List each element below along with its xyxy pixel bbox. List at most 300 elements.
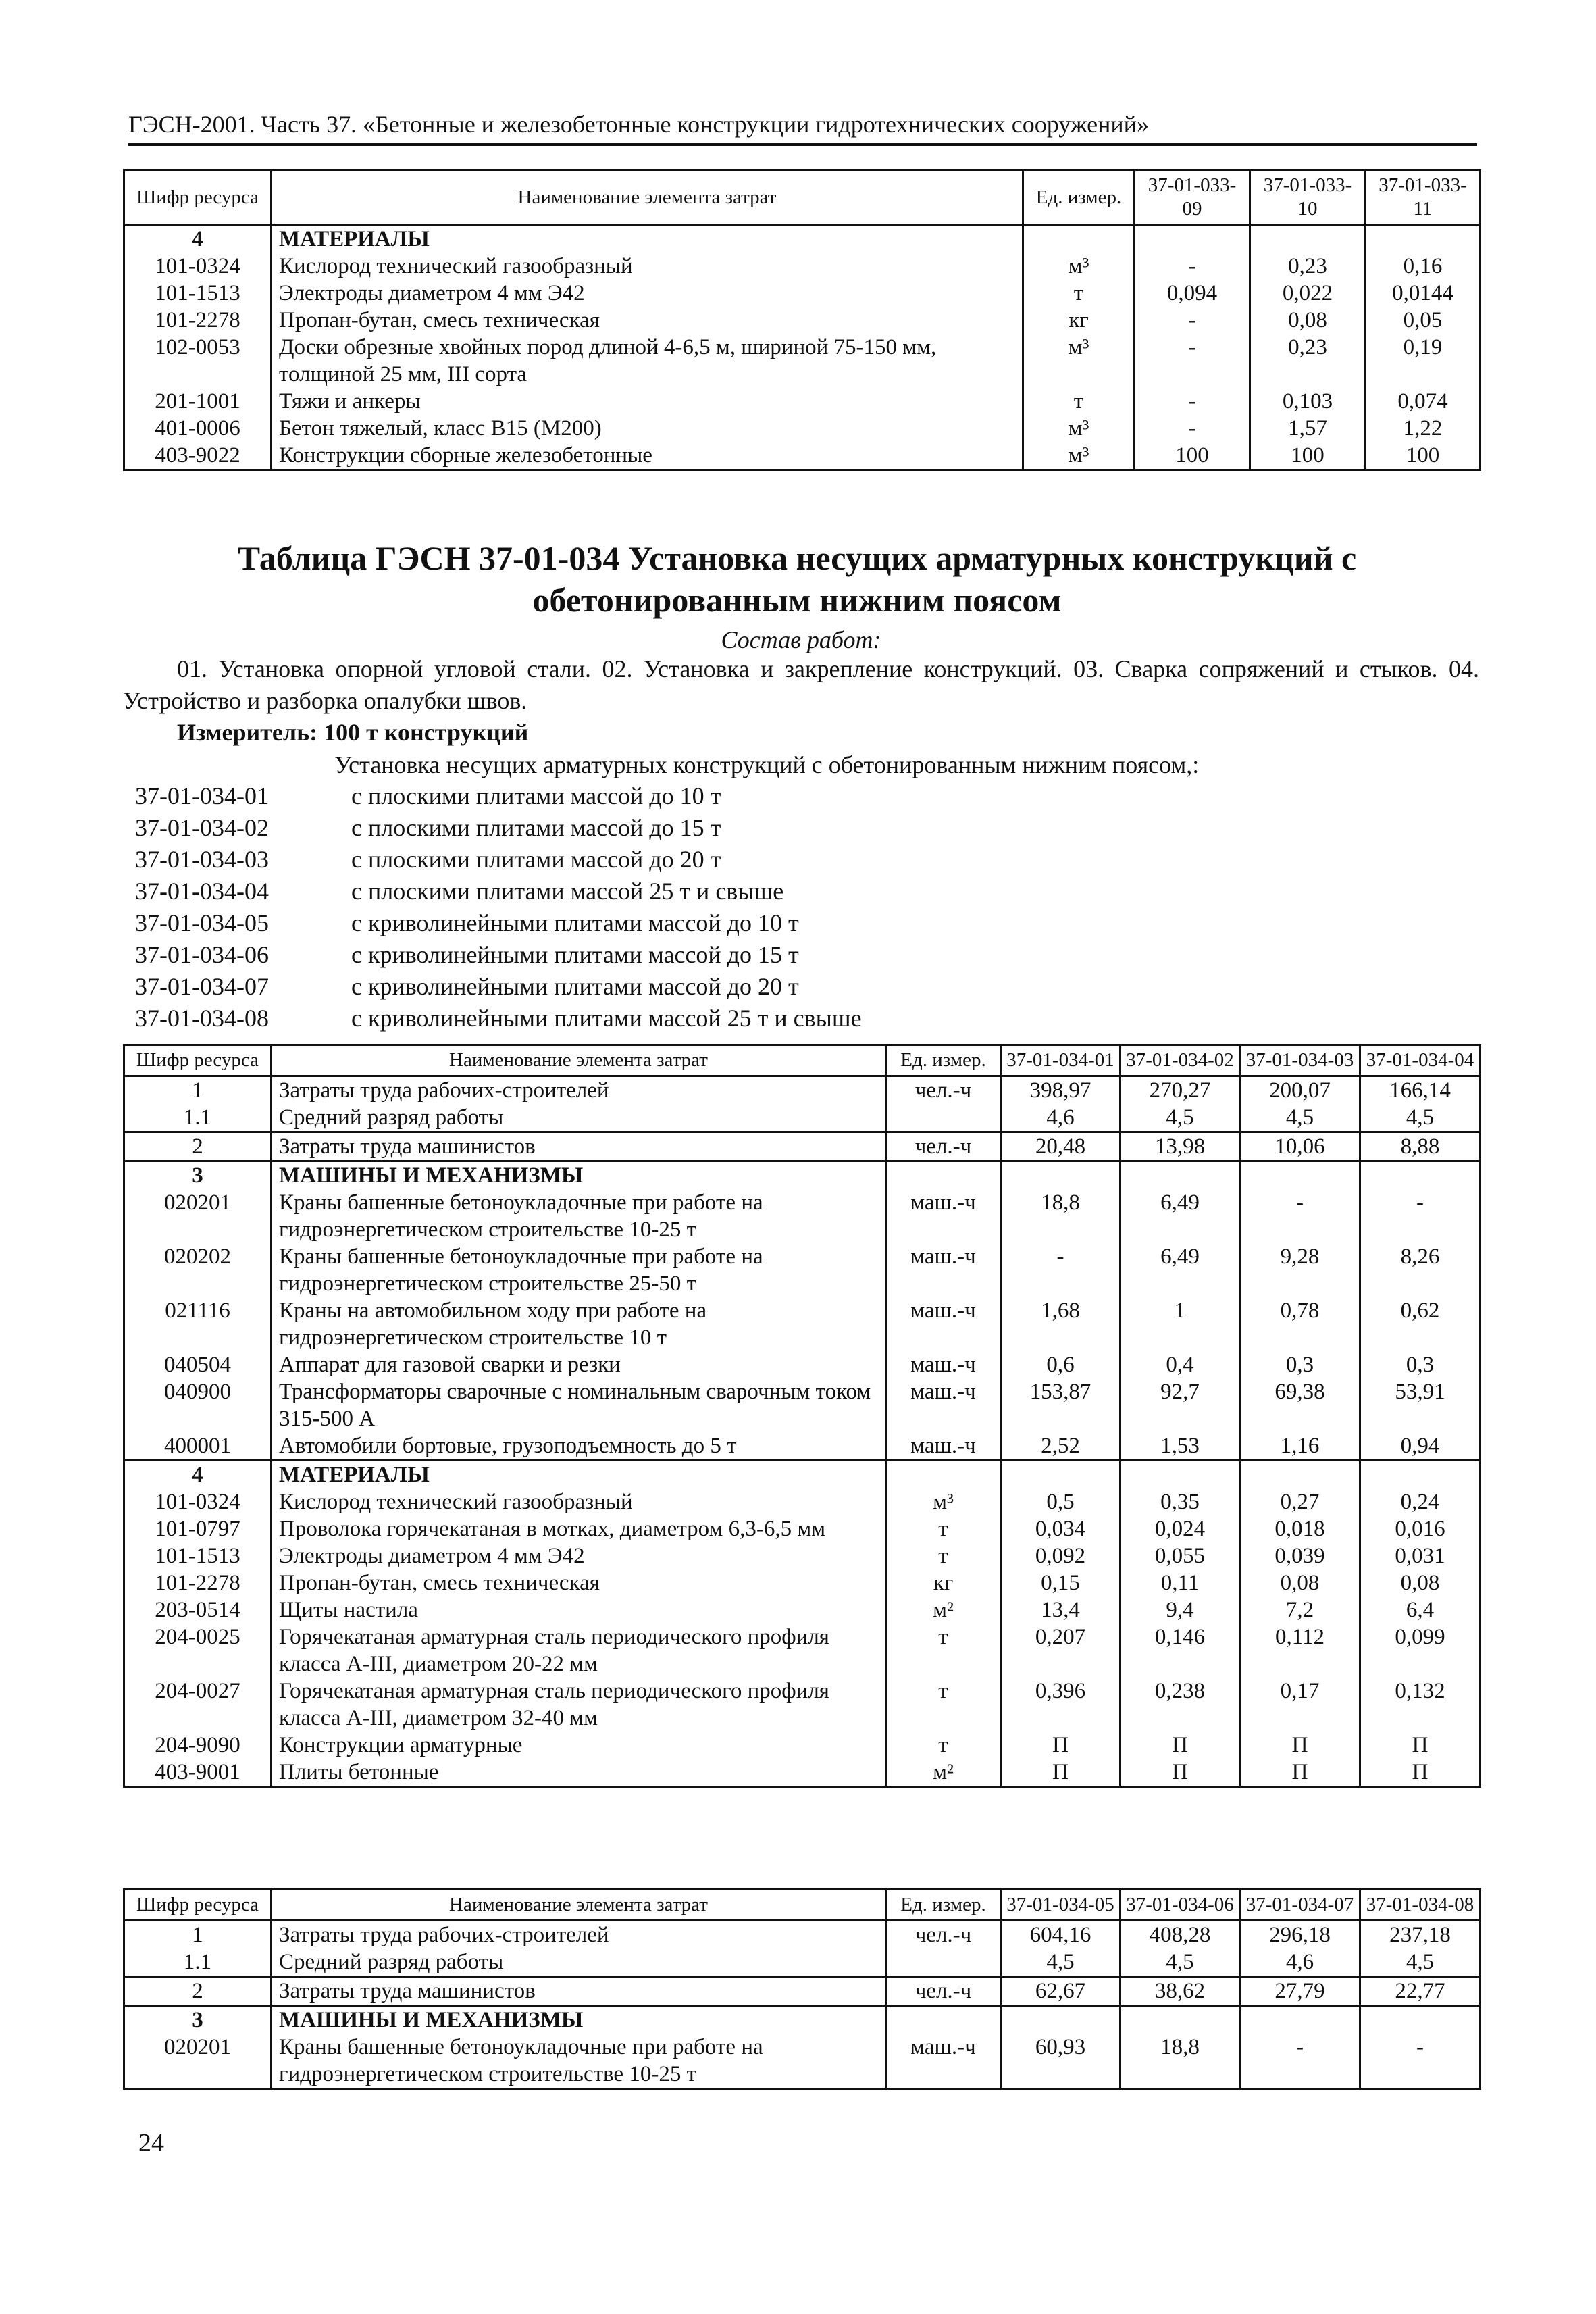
resource-name: Кислород технический газообразный bbox=[272, 1488, 886, 1515]
norm-value: - bbox=[1135, 415, 1250, 442]
norm-value: 0,05 bbox=[1366, 307, 1481, 334]
norm-value: 1 bbox=[1121, 1297, 1240, 1351]
norm-code: 37-01-034-08 bbox=[135, 1005, 269, 1032]
resource-name: Электроды диаметром 4 мм Э42 bbox=[272, 1542, 886, 1569]
table-row bbox=[124, 1948, 1481, 1977]
norm-value: 100 bbox=[1135, 442, 1250, 470]
resource-unit: т bbox=[886, 1542, 1001, 1569]
norm-value: 0,0144 bbox=[1366, 280, 1481, 307]
norm-value: 200,07 bbox=[1240, 1076, 1360, 1105]
norm-item bbox=[135, 812, 862, 844]
resource-unit: м³ bbox=[1023, 253, 1135, 280]
resource-code: 101-1513 bbox=[124, 1542, 272, 1569]
resource-name: МАТЕРИАЛЫ bbox=[272, 225, 1023, 253]
norm-text: с криволинейными плитами массой до 10 т bbox=[351, 909, 799, 936]
table-row bbox=[124, 280, 1481, 307]
norm-value: 0,4 bbox=[1121, 1351, 1240, 1378]
col-header-norm: 37-01-033-09 bbox=[1135, 170, 1250, 225]
resource-unit bbox=[886, 1461, 1001, 1489]
norm-value: 4,5 bbox=[1121, 1948, 1240, 1977]
resource-code: 101-2278 bbox=[124, 1569, 272, 1596]
norm-value: 0,35 bbox=[1121, 1488, 1240, 1515]
norm-value: 0,08 bbox=[1360, 1569, 1481, 1596]
resource-unit: т bbox=[1023, 388, 1135, 415]
resource-unit: маш.-ч bbox=[886, 1378, 1001, 1432]
norm-value: 0,022 bbox=[1250, 280, 1366, 307]
col-header-name: Наименование элемента затрат bbox=[272, 170, 1023, 225]
resource-table-034-05-08 bbox=[123, 1888, 1481, 2090]
norm-value: 22,77 bbox=[1360, 1977, 1481, 2006]
table-row bbox=[124, 1378, 1481, 1432]
norm-value: - bbox=[1360, 2034, 1481, 2089]
resource-unit: маш.-ч bbox=[886, 1432, 1001, 1461]
table-row bbox=[124, 1515, 1481, 1542]
norm-value: 8,26 bbox=[1360, 1243, 1481, 1297]
resource-unit: т bbox=[886, 1624, 1001, 1678]
norm-value: 0,24 bbox=[1360, 1488, 1481, 1515]
norm-value: - bbox=[1240, 2034, 1360, 2089]
resource-name: Краны башенные бетоноукладочные при работе на гидроэнергетическом строительстве 10-25 т bbox=[272, 2034, 886, 2089]
resource-name: Тяжи и анкеры bbox=[272, 388, 1023, 415]
norm-value: 1,57 bbox=[1250, 415, 1366, 442]
norm-item bbox=[135, 939, 862, 971]
resource-name: Аппарат для газовой сварки и резки bbox=[272, 1351, 886, 1378]
table-row bbox=[124, 1977, 1481, 2006]
resource-code: 401-0006 bbox=[124, 415, 272, 442]
resource-unit: т bbox=[886, 1515, 1001, 1542]
norm-value: 4,5 bbox=[1121, 1104, 1240, 1132]
table-row bbox=[124, 1104, 1481, 1132]
resource-code: 4 bbox=[124, 1461, 272, 1489]
table-row bbox=[124, 253, 1481, 280]
norm-value: 0,17 bbox=[1240, 1678, 1360, 1732]
resource-name: Трансформаторы сварочные с номинальным сварочным током 315-500 А bbox=[272, 1378, 886, 1432]
resource-code: 201-1001 bbox=[124, 388, 272, 415]
norm-value: 398,97 bbox=[1001, 1076, 1121, 1105]
norm-value: 100 bbox=[1366, 442, 1481, 470]
norm-value: 13,4 bbox=[1001, 1596, 1121, 1624]
norm-value: 166,14 bbox=[1360, 1076, 1481, 1105]
resource-unit: м² bbox=[886, 1759, 1001, 1787]
norm-text: с плоскими плитами массой до 20 т bbox=[351, 846, 721, 873]
norm-value: 9,28 bbox=[1240, 1243, 1360, 1297]
norm-value: 4,5 bbox=[1360, 1948, 1481, 1977]
resource-code: 102-0053 bbox=[124, 334, 272, 388]
norm-code: 37-01-034-02 bbox=[135, 814, 269, 841]
col-header-name: Наименование элемента затрат bbox=[272, 1045, 886, 1076]
norm-value: 604,16 bbox=[1001, 1921, 1121, 1949]
resource-unit: маш.-ч bbox=[886, 1243, 1001, 1297]
norm-code: 37-01-034-03 bbox=[135, 846, 269, 873]
resource-unit: чел.-ч bbox=[886, 1132, 1001, 1161]
norm-value: 0,094 bbox=[1135, 280, 1250, 307]
resource-unit bbox=[886, 1161, 1001, 1190]
resource-code: 203-0514 bbox=[124, 1596, 272, 1624]
section-row bbox=[124, 1461, 1481, 1489]
table-row bbox=[124, 1624, 1481, 1678]
col-header-code: Шифр ресурса bbox=[124, 170, 272, 225]
resource-code: 101-0797 bbox=[124, 1515, 272, 1542]
resource-unit: м³ bbox=[886, 1488, 1001, 1515]
resource-unit: м³ bbox=[1023, 442, 1135, 470]
resource-code: 101-0324 bbox=[124, 253, 272, 280]
table-row bbox=[124, 1243, 1481, 1297]
col-header-norm: 37-01-034-04 bbox=[1360, 1045, 1481, 1076]
resource-table-034-01-04 bbox=[123, 1044, 1481, 1788]
norm-value: 0,132 bbox=[1360, 1678, 1481, 1732]
col-header-norm: 37-01-034-06 bbox=[1121, 1890, 1240, 1921]
resource-code: 204-9090 bbox=[124, 1732, 272, 1759]
norm-value: 4,5 bbox=[1240, 1104, 1360, 1132]
resource-code: 3 bbox=[124, 2006, 272, 2034]
resource-name: МАТЕРИАЛЫ bbox=[272, 1461, 886, 1489]
page-number: 24 bbox=[138, 2129, 164, 2157]
col-header-unit: Ед. измер. bbox=[886, 1045, 1001, 1076]
table-row bbox=[124, 1569, 1481, 1596]
norm-value: 1,68 bbox=[1001, 1297, 1121, 1351]
resource-name: Пропан-бутан, смесь техническая bbox=[272, 1569, 886, 1596]
resource-name: Доски обрезные хвойных пород длиной 4-6,5 м, шириной 75-150 мм, толщиной 25 мм, III сорта bbox=[272, 334, 1023, 388]
col-header-code: Шифр ресурса bbox=[124, 1890, 272, 1921]
col-header-unit: Ед. измер. bbox=[886, 1890, 1001, 1921]
resource-name: Средний разряд работы bbox=[272, 1948, 886, 1977]
norm-value bbox=[1240, 2006, 1360, 2034]
resource-name: Пропан-бутан, смесь техническая bbox=[272, 307, 1023, 334]
norm-value: 408,28 bbox=[1121, 1921, 1240, 1949]
norm-item bbox=[135, 780, 862, 812]
norm-value: 2,52 bbox=[1001, 1432, 1121, 1461]
works-description: 01. Установка опорной угловой стали. 02. Установка и закрепление конструкций. 03. Сварка сопряжений и стыков. 04. Устройство и разборка опалубки швов. bbox=[123, 655, 1479, 714]
norm-value: П bbox=[1121, 1759, 1240, 1787]
col-header-norm: 37-01-034-01 bbox=[1001, 1045, 1121, 1076]
norm-value: П bbox=[1360, 1732, 1481, 1759]
norm-value bbox=[1240, 1161, 1360, 1190]
col-header-norm: 37-01-034-08 bbox=[1360, 1890, 1481, 1921]
norm-value: - bbox=[1360, 1189, 1481, 1243]
norm-value: 0,5 bbox=[1001, 1488, 1121, 1515]
norm-value: 4,6 bbox=[1240, 1948, 1360, 1977]
resource-unit: маш.-ч bbox=[886, 1297, 1001, 1351]
resource-name: Краны башенные бетоноукладочные при работе на гидроэнергетическом строительстве 10-25 т bbox=[272, 1189, 886, 1243]
norm-item bbox=[135, 876, 862, 907]
col-header-norm: 37-01-033-11 bbox=[1366, 170, 1481, 225]
norm-value: 20,48 bbox=[1001, 1132, 1121, 1161]
resource-unit: кг bbox=[1023, 307, 1135, 334]
norm-value: 13,98 bbox=[1121, 1132, 1240, 1161]
resource-name: Конструкции арматурные bbox=[272, 1732, 886, 1759]
norm-value bbox=[1001, 1161, 1121, 1190]
norm-value: 153,87 bbox=[1001, 1378, 1121, 1432]
norm-value: 0,074 bbox=[1366, 388, 1481, 415]
norm-value: 4,5 bbox=[1001, 1948, 1121, 1977]
table-row bbox=[124, 388, 1481, 415]
norm-value: 27,79 bbox=[1240, 1977, 1360, 2006]
norm-value: 6,49 bbox=[1121, 1243, 1240, 1297]
col-header-unit: Ед. измер. bbox=[1023, 170, 1135, 225]
norm-value: 0,055 bbox=[1121, 1542, 1240, 1569]
resource-code: 3 bbox=[124, 1161, 272, 1190]
col-header-norm: 37-01-034-05 bbox=[1001, 1890, 1121, 1921]
norm-value: 4,6 bbox=[1001, 1104, 1121, 1132]
norm-value: 0,08 bbox=[1250, 307, 1366, 334]
resource-name: Щиты настила bbox=[272, 1596, 886, 1624]
norm-code: 37-01-034-01 bbox=[135, 782, 269, 809]
resource-code: 403-9001 bbox=[124, 1759, 272, 1787]
norm-value: 296,18 bbox=[1240, 1921, 1360, 1949]
norm-text: с криволинейными плитами массой 25 т и свыше bbox=[351, 1005, 862, 1032]
works-subtitle: Состав работ: bbox=[721, 626, 881, 653]
norm-value bbox=[1360, 1461, 1481, 1489]
norm-value bbox=[1360, 1161, 1481, 1190]
norm-value: 0,039 bbox=[1240, 1542, 1360, 1569]
norm-value: - bbox=[1135, 388, 1250, 415]
resource-table-033 bbox=[123, 169, 1481, 471]
table-row bbox=[124, 307, 1481, 334]
norm-value: 6,4 bbox=[1360, 1596, 1481, 1624]
resource-unit bbox=[886, 1104, 1001, 1132]
resource-code: 2 bbox=[124, 1977, 272, 2006]
norm-value: П bbox=[1001, 1732, 1121, 1759]
table-row bbox=[124, 1351, 1481, 1378]
norm-value: П bbox=[1360, 1759, 1481, 1787]
resource-code: 101-1513 bbox=[124, 280, 272, 307]
norm-value: 8,88 bbox=[1360, 1132, 1481, 1161]
norm-value: 0,19 bbox=[1366, 334, 1481, 388]
norm-value: 0,092 bbox=[1001, 1542, 1121, 1569]
norm-item bbox=[135, 907, 862, 939]
resource-code: 400001 bbox=[124, 1432, 272, 1461]
resource-code: 1 bbox=[124, 1921, 272, 1949]
resource-name: Электроды диаметром 4 мм Э42 bbox=[272, 280, 1023, 307]
norm-value: 18,8 bbox=[1121, 2034, 1240, 2089]
resource-unit: т bbox=[1023, 280, 1135, 307]
col-header-norm: 37-01-034-07 bbox=[1240, 1890, 1360, 1921]
resource-code: 101-2278 bbox=[124, 307, 272, 334]
resource-unit: м³ bbox=[1023, 334, 1135, 388]
norm-item bbox=[135, 971, 862, 1003]
norm-value: 0,23 bbox=[1250, 253, 1366, 280]
resource-code: 101-0324 bbox=[124, 1488, 272, 1515]
resource-name: Затраты труда машинистов bbox=[272, 1977, 886, 2006]
table-row bbox=[124, 1488, 1481, 1515]
resource-name: Горячекатаная арматурная сталь периодического профиля класса А-III, диаметром 32-40 мм bbox=[272, 1678, 886, 1732]
norm-value bbox=[1121, 2006, 1240, 2034]
norm-text: с плоскими плитами массой до 15 т bbox=[351, 814, 721, 841]
norm-value: 69,38 bbox=[1240, 1378, 1360, 1432]
resource-name: МАШИНЫ И МЕХАНИЗМЫ bbox=[272, 2006, 886, 2034]
norm-item bbox=[135, 1003, 862, 1034]
norm-value: П bbox=[1240, 1732, 1360, 1759]
norm-value: 237,18 bbox=[1360, 1921, 1481, 1949]
norm-value: 0,034 bbox=[1001, 1515, 1121, 1542]
norm-value: 0,112 bbox=[1240, 1624, 1360, 1678]
resource-name: Средний разряд работы bbox=[272, 1104, 886, 1132]
resource-code: 2 bbox=[124, 1132, 272, 1161]
norm-value: 0,103 bbox=[1250, 388, 1366, 415]
norm-value: П bbox=[1121, 1732, 1240, 1759]
norm-code: 37-01-034-05 bbox=[135, 909, 269, 936]
resource-name: Затраты труда рабочих-строителей bbox=[272, 1921, 886, 1949]
resource-code: 204-0025 bbox=[124, 1624, 272, 1678]
resource-code: 1.1 bbox=[124, 1104, 272, 1132]
norm-value: 1,22 bbox=[1366, 415, 1481, 442]
norm-value: - bbox=[1135, 307, 1250, 334]
resource-code: 040900 bbox=[124, 1378, 272, 1432]
norm-value: 9,4 bbox=[1121, 1596, 1240, 1624]
norm-value: 0,23 bbox=[1250, 334, 1366, 388]
resource-name: Автомобили бортовые, грузоподъемность до 5 т bbox=[272, 1432, 886, 1461]
norm-code: 37-01-034-04 bbox=[135, 878, 269, 905]
norm-code: 37-01-034-07 bbox=[135, 973, 269, 1000]
norm-text: с криволинейными плитами массой до 20 т bbox=[351, 973, 799, 1000]
norm-value: 92,7 bbox=[1121, 1378, 1240, 1432]
norm-value: 1,16 bbox=[1240, 1432, 1360, 1461]
norm-value bbox=[1135, 225, 1250, 253]
resource-unit: маш.-ч bbox=[886, 1351, 1001, 1378]
norm-value bbox=[1366, 225, 1481, 253]
norm-value bbox=[1121, 1461, 1240, 1489]
section-row bbox=[124, 1161, 1481, 1190]
resource-name: МАШИНЫ И МЕХАНИЗМЫ bbox=[272, 1161, 886, 1190]
table-row bbox=[124, 1189, 1481, 1243]
norms-list bbox=[135, 780, 862, 1034]
norm-value bbox=[1001, 2006, 1121, 2034]
resource-name: Горячекатаная арматурная сталь периодического профиля класса А-III, диаметром 20-22 мм bbox=[272, 1624, 886, 1678]
norm-value: 0,11 bbox=[1121, 1569, 1240, 1596]
resource-code: 4 bbox=[124, 225, 272, 253]
norm-value: 10,06 bbox=[1240, 1132, 1360, 1161]
table-row bbox=[124, 1596, 1481, 1624]
table-row bbox=[124, 1678, 1481, 1732]
resource-unit: чел.-ч bbox=[886, 1076, 1001, 1105]
norm-value: 0,78 bbox=[1240, 1297, 1360, 1351]
norm-value: 0,016 bbox=[1360, 1515, 1481, 1542]
col-header-norm: 37-01-034-03 bbox=[1240, 1045, 1360, 1076]
resource-unit: м³ bbox=[1023, 415, 1135, 442]
table-row bbox=[124, 1076, 1481, 1105]
resource-code: 403-9022 bbox=[124, 442, 272, 470]
norm-text: с плоскими плитами массой до 10 т bbox=[351, 782, 721, 809]
resource-unit bbox=[1023, 225, 1135, 253]
norm-value: 1,53 bbox=[1121, 1432, 1240, 1461]
table-row bbox=[124, 1921, 1481, 1949]
norm-value: - bbox=[1135, 253, 1250, 280]
norm-value: 0,16 bbox=[1366, 253, 1481, 280]
resource-unit: чел.-ч bbox=[886, 1977, 1001, 2006]
table-row bbox=[124, 1542, 1481, 1569]
norm-value bbox=[1250, 225, 1366, 253]
norm-value: 4,5 bbox=[1360, 1104, 1481, 1132]
norm-value: - bbox=[1001, 1243, 1121, 1297]
norm-value: 0,3 bbox=[1240, 1351, 1360, 1378]
table-row bbox=[124, 442, 1481, 470]
table-row bbox=[124, 2034, 1481, 2089]
norm-text: с криволинейными плитами массой до 15 т bbox=[351, 941, 799, 968]
table-row bbox=[124, 415, 1481, 442]
norm-value bbox=[1121, 1161, 1240, 1190]
norm-value: 0,08 bbox=[1240, 1569, 1360, 1596]
resource-code: 1 bbox=[124, 1076, 272, 1105]
table-title: Таблица ГЭСН 37-01-034 Установка несущих арматурных конструкций с обетонированным нижним поясом bbox=[237, 539, 1357, 619]
norm-value: 60,93 bbox=[1001, 2034, 1121, 2089]
col-header-code: Шифр ресурса bbox=[124, 1045, 272, 1076]
norm-value: 62,67 bbox=[1001, 1977, 1121, 2006]
resource-name: Проволока горячекатаная в мотках, диаметром 6,3-6,5 мм bbox=[272, 1515, 886, 1542]
section-row bbox=[124, 2006, 1481, 2034]
col-header-name: Наименование элемента затрат bbox=[272, 1890, 886, 1921]
norm-value: 0,238 bbox=[1121, 1678, 1240, 1732]
norm-text: с плоскими плитами массой 25 т и свыше bbox=[351, 878, 784, 905]
norm-value: 0,207 bbox=[1001, 1624, 1121, 1678]
norm-value: 53,91 bbox=[1360, 1378, 1481, 1432]
norm-value: 0,031 bbox=[1360, 1542, 1481, 1569]
norm-value bbox=[1240, 1461, 1360, 1489]
col-header-norm: 37-01-034-02 bbox=[1121, 1045, 1240, 1076]
resource-code: 020201 bbox=[124, 2034, 272, 2089]
resource-code: 021116 bbox=[124, 1297, 272, 1351]
measure-unit: Измеритель: 100 т конструкций bbox=[177, 719, 529, 746]
norm-item bbox=[135, 844, 862, 876]
norm-value: 38,62 bbox=[1121, 1977, 1240, 2006]
norm-value: 0,024 bbox=[1121, 1515, 1240, 1542]
resource-code: 020201 bbox=[124, 1189, 272, 1243]
table-row bbox=[124, 1132, 1481, 1161]
section-row bbox=[124, 225, 1481, 253]
resource-code: 204-0027 bbox=[124, 1678, 272, 1732]
resource-unit: м² bbox=[886, 1596, 1001, 1624]
table-row bbox=[124, 1432, 1481, 1461]
norm-value bbox=[1001, 1461, 1121, 1489]
norm-value: 0,94 bbox=[1360, 1432, 1481, 1461]
resource-name: Затраты труда рабочих-строителей bbox=[272, 1076, 886, 1105]
norm-value: 100 bbox=[1250, 442, 1366, 470]
resource-unit bbox=[886, 1948, 1001, 1977]
resource-name: Бетон тяжелый, класс В15 (М200) bbox=[272, 415, 1023, 442]
norm-value bbox=[1360, 2006, 1481, 2034]
norms-intro: Установка несущих арматурных конструкций с обетонированным нижним поясом,: bbox=[334, 751, 1200, 778]
resource-name: Краны на автомобильном ходу при работе на гидроэнергетическом строительстве 10 т bbox=[272, 1297, 886, 1351]
resource-unit: т bbox=[886, 1678, 1001, 1732]
norm-value: 0,15 bbox=[1001, 1569, 1121, 1596]
resource-code: 020202 bbox=[124, 1243, 272, 1297]
norm-code: 37-01-034-06 bbox=[135, 941, 269, 968]
page-header: ГЭСН-2001. Часть 37. «Бетонные и железобетонные конструкции гидротехнических сооружений» bbox=[128, 109, 1477, 146]
norm-value: П bbox=[1240, 1759, 1360, 1787]
norm-value: 0,6 bbox=[1001, 1351, 1121, 1378]
norm-value: 0,27 bbox=[1240, 1488, 1360, 1515]
norm-value: 18,8 bbox=[1001, 1189, 1121, 1243]
table-row bbox=[124, 1759, 1481, 1787]
table-row bbox=[124, 1732, 1481, 1759]
resource-unit bbox=[886, 2006, 1001, 2034]
norm-value: 0,146 bbox=[1121, 1624, 1240, 1678]
resource-code: 040504 bbox=[124, 1351, 272, 1378]
norm-value: - bbox=[1135, 334, 1250, 388]
norm-value: 6,49 bbox=[1121, 1189, 1240, 1243]
resource-name: Конструкции сборные железобетонные bbox=[272, 442, 1023, 470]
norm-value: 7,2 bbox=[1240, 1596, 1360, 1624]
resource-unit: чел.-ч bbox=[886, 1921, 1001, 1949]
norm-value: 0,018 bbox=[1240, 1515, 1360, 1542]
resource-unit: т bbox=[886, 1732, 1001, 1759]
norm-value: 0,396 bbox=[1001, 1678, 1121, 1732]
resource-name: Плиты бетонные bbox=[272, 1759, 886, 1787]
table-row bbox=[124, 1297, 1481, 1351]
resource-name: Кислород технический газообразный bbox=[272, 253, 1023, 280]
norm-value: 0,3 bbox=[1360, 1351, 1481, 1378]
table-row bbox=[124, 334, 1481, 388]
resource-code: 1.1 bbox=[124, 1948, 272, 1977]
